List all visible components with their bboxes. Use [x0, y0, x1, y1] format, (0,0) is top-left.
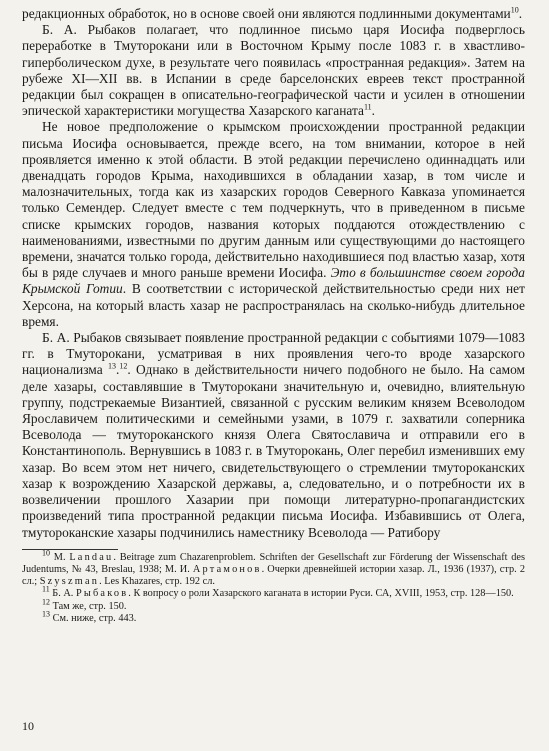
footnote-10 [22, 548, 525, 589]
footnote-ref: 13 [107, 362, 116, 371]
footnote-text: . К вопросу о роли Хазарского каганата в истории Руси. СА, XVIII, 1953, стр. 128—150. [128, 588, 514, 600]
footnotes [22, 549, 525, 625]
paragraph-text-continued: . В соответствии с исторической действительностью среди них нет Херсона, на который власть хазар не распространялась на сколько-нибудь длительное время. [22, 281, 525, 329]
paragraph-1 [22, 6, 525, 22]
paragraph-tail: . [371, 103, 375, 119]
footnote-13 [22, 609, 525, 625]
paragraph-2 [22, 22, 525, 119]
paragraph-3 [22, 119, 525, 330]
paragraph-tail: . [115, 362, 120, 378]
page-number: 10 [22, 719, 34, 733]
main-text [22, 6, 525, 541]
footnote-text: . Les Khazares, стр. 192 сл. [99, 576, 215, 588]
footnote-text: Там же, стр. 150. [50, 600, 127, 612]
footnote-text: См. ниже, стр. 443. [50, 612, 137, 624]
footnote-author: Landau [69, 551, 114, 563]
paragraph-tail: . [518, 6, 523, 21]
footnote-number: 11 [42, 584, 50, 594]
footnote-number: 10 [42, 548, 50, 558]
footnote-ref-unused: 12 [119, 362, 128, 371]
footnote-text: M. [50, 551, 70, 563]
footnote-number: 12 [42, 597, 50, 607]
italic-phrase: Это в большинстве своем города Крымской Готии [22, 265, 525, 297]
paragraph-text: редакционных обработок, но в основе своей они являются подлинными документами [22, 6, 511, 21]
footnote-divider [22, 549, 118, 550]
footnote-12 [22, 597, 525, 613]
footnote-author: Szyszman [39, 576, 100, 588]
footnote-number: 13 [42, 609, 50, 619]
paragraph-tail-unused: . Однако в действительности ничего подобного не было. На самом деле хазары, составлявшие в Тмуторокани значительную и, очевидно, влиятельную группу, подстрекаемые Византией, связанной с русским великим князем Всеволодом Ярославичем политическими и семейными узами, в 1079 г. захватили соперника Всеволода — тмутороканского князя Олега Святославича и отправили его в Константинополь. Вернувшись в 1083 г. в Тмуторокань, Олег перебил изменивших ему хазар. Во всем этом нет ничего, свидетельствующего о стремлении тмутороканских хазар к возрождению Хазарской державы, а, следовательно, и о потребности их в возвеличении прошлого Хазарии при помощи литературно-пропагандистских произведений типа пространной редакции письма Иосифа. Избавившись от Олега, тмутороканские хазары подчинились наместнику Всеволода — Ратибору [22, 362, 525, 540]
footnote-11 [22, 584, 525, 600]
paragraph-text: Б. А. Рыбаков связывает появление пространной редакции с событиями 1079—1083 гг. в Тмуторокани, усматривая в них проявления чего-то вроде хазарского национализма [22, 330, 525, 378]
paragraph-text: Б. А. Рыбаков полагает, что подлинное письмо царя Иосифа подверглось переработке в Тмуторокани или в Восточном Крыму после 1083 г. в хвастливо-гиперболическом духе, в результате чего появилась «пространная редакция». Затем на рубеже XI—XII вв. в Испании в среде барселонских евреев текст пространной редакции был сокращен в описательно-географической части и усилен в отношении эпической характеристики могущества Хазарского каганата [22, 22, 525, 119]
footnote-text: . Beitrage zum Chazarenproblem. Schriften der Gesellschaft zur Förderung der Wissenschaft des Judentums, № 43, Breslau, 1938; М. И. [22, 551, 525, 575]
footnote-author: Артамонов [192, 563, 262, 575]
footnote-text: . Очерки древнейшей истории хазар. Л., 1936 (1937), стр. 2 сл.; [22, 563, 525, 588]
footnote-ref: 11 [363, 102, 372, 112]
footnote-text: Б. А. [49, 588, 76, 600]
paragraph-4 [22, 330, 525, 541]
footnote-author: Рыбаков [75, 588, 129, 600]
footnote-ref: 10 [510, 5, 519, 15]
paragraph-text: Не новое предположение о крымском происхождении пространной редакции письма Иосифа основывается, прежде всего, на том внимании, которое в ней проявляется именно к этой области. В этой редакции перечислено одиннадцать или двенадцать городов Крыма, находившихся в обладании хазар, в том числе и малозначительных, тогда как из хазарских городов Северного Кавказа упоминается только Семендер. Следует вместе с тем подчеркнуть, что в приведенном в письме списке крымских городов, названия которых поддаются отождествлению с наименованиями, известными по другим данным или существующими до настоящего времени, значатся только города, действительно находившиеся под властью хазар, хотя бы в ряде случаев и много раньше времени Иосифа. [22, 119, 525, 281]
